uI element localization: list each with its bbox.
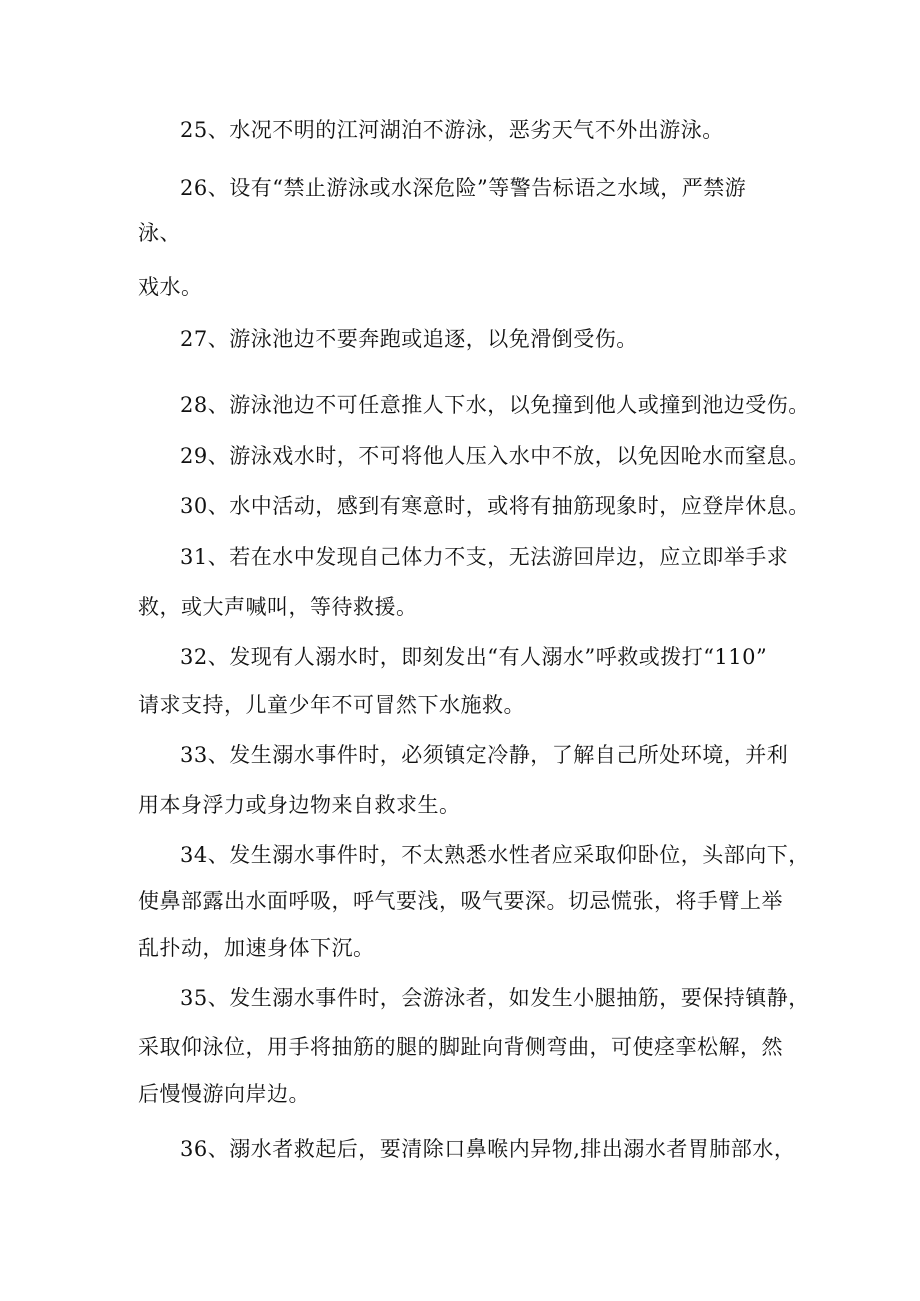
text-line-25: 25、水况不明的江河湖泊不游泳，恶劣天气不外出游泳。 bbox=[180, 118, 724, 142]
text-line-34-cont-1: 使鼻部露出水面呼吸，呼气要浅，吸气要深。切忌慌张，将手臂上举 bbox=[138, 889, 783, 913]
text-line-31: 31、若在水中发现自己体力不支，无法游回岸边，应立即举手求 bbox=[180, 545, 789, 569]
text-line-28: 28、游泳池边不可任意推人下水，以免撞到他人或撞到池边受伤。 bbox=[180, 393, 810, 417]
text-line-32: 32、发现有人溺水时，即刻发出“有人溺水”呼救或拨打“110” bbox=[180, 645, 768, 669]
text-line-33-cont: 用本身浮力或身边物来自救求生。 bbox=[138, 793, 461, 817]
text-line-35-cont-2: 后慢慢游向岸边。 bbox=[138, 1082, 310, 1106]
text-line-26: 26、设有“禁止游泳或水深危险”等警告标语之水域，严禁游 bbox=[180, 176, 747, 200]
text-line-35-cont-1: 采取仰泳位，用手将抽筋的腿的脚趾向背侧弯曲，可使痉挛松解，然 bbox=[138, 1035, 783, 1059]
text-line-34-cont-2: 乱扑动，加速身体下沉。 bbox=[138, 936, 375, 960]
text-line-26-cont-1: 泳、 bbox=[138, 221, 181, 245]
text-line-35: 35、发生溺水事件时，会游泳者，如发生小腿抽筋，要保持镇静， bbox=[180, 986, 810, 1010]
text-line-31-cont: 救，或大声喊叫，等待救援。 bbox=[138, 595, 418, 619]
text-line-26-cont-2: 戏水。 bbox=[138, 275, 203, 299]
text-line-30: 30、水中活动，感到有寒意时，或将有抽筋现象时，应登岸休息。 bbox=[180, 494, 810, 518]
text-line-32-cont: 请求支持，儿童少年不可冒然下水施救。 bbox=[138, 693, 525, 717]
text-line-29: 29、游泳戏水时，不可将他人压入水中不放，以免因呛水而窒息。 bbox=[180, 444, 810, 468]
text-line-33: 33、发生溺水事件时，必须镇定冷静，了解自己所处环境，并利 bbox=[180, 743, 789, 767]
text-line-34: 34、发生溺水事件时，不太熟悉水性者应采取仰卧位，头部向下， bbox=[180, 843, 810, 867]
text-line-36: 36、溺水者救起后，要清除口鼻喉内异物,排出溺水者胃肺部水， bbox=[180, 1137, 796, 1161]
text-line-27: 27、游泳池边不要奔跑或追逐，以免滑倒受伤。 bbox=[180, 327, 638, 351]
